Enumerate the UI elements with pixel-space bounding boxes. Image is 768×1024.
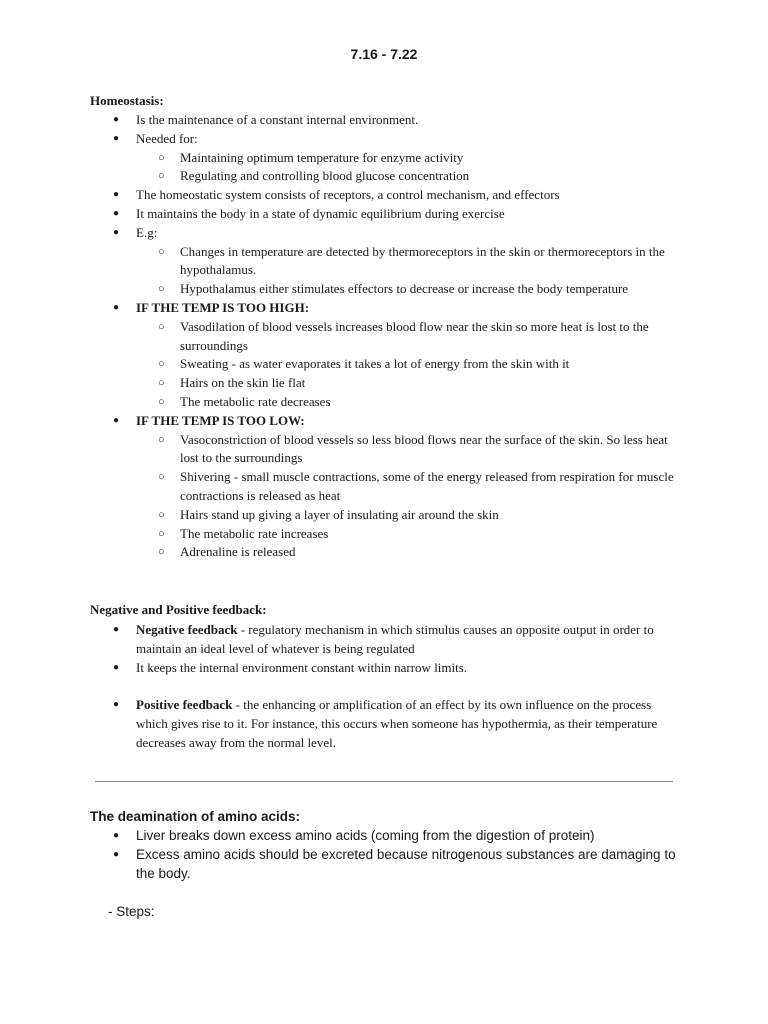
positive-feedback-list (113, 696, 683, 752)
sub-list-item: ○ Maintaining optimum temperature for enzyme activity (158, 149, 683, 168)
list-item (113, 130, 683, 186)
feedback-list (113, 621, 683, 677)
temp-low-label: IF THE TEMP IS TOO LOW: (136, 412, 305, 428)
feedback-heading: Negative and Positive feedback: (90, 602, 267, 617)
list-item (113, 224, 683, 299)
sub-list-item: ○ Hypothalamus either stimulates effectors to decrease or increase the body temperature (158, 280, 683, 299)
sub-list-item: ○ The metabolic rate decreases (158, 393, 683, 412)
page-title: 7.16 - 7.22 (350, 46, 418, 62)
temp-high-label: IF THE TEMP IS TOO HIGH: (136, 299, 310, 315)
list-item (113, 299, 683, 412)
sub-list-item: ○ Vasodilation of blood vessels increases blood flow near the skin so more heat is lost to the surroundings (158, 318, 683, 356)
list-item: ● Is the maintenance of a constant internal environment. (113, 111, 683, 130)
list-item: ● It keeps the internal environment constant within narrow limits. (113, 659, 683, 678)
positive-feedback-definition: - the enhancing or amplification of an effect by its own influence on the process which gives rise to it. For instance, this occurs when someone has hypothermia, as their temperature decreases away from the normal level. (136, 697, 658, 750)
sub-list-item: ○ Regulating and controlling blood glucose concentration (158, 167, 683, 186)
homeostasis-heading: Homeostasis: (90, 93, 164, 108)
negative-feedback-definition: - regulatory mechanism in which stimulus causes an opposite output in order to maintain an ideal level of whatever is being regulated (136, 622, 654, 656)
steps-label: - Steps: (108, 904, 155, 919)
list-item-text: Needed for: (136, 130, 198, 146)
list-item-text: E.g: (136, 224, 158, 240)
negative-feedback-term: Negative feedback (136, 622, 238, 637)
homeostasis-list (113, 111, 683, 562)
sub-list-item: ○ Hairs on the skin lie flat (158, 374, 683, 393)
list-item: ● Liver breaks down excess amino acids (coming from the digestion of protein) (113, 827, 683, 846)
sub-list-item: ○ Changes in temperature are detected by thermoreceptors in the skin or thermoreceptors in the hypothalamus. (158, 243, 683, 281)
sub-list-item: ○ Sweating - as water evaporates it takes a lot of energy from the skin with it (158, 355, 683, 374)
sub-list-item: ○ Hairs stand up giving a layer of insulating air around the skin (158, 506, 683, 525)
horizontal-divider (95, 781, 673, 782)
sub-list (136, 243, 683, 299)
sub-list-item: ○ Vasoconstriction of blood vessels so less blood flows near the surface of the skin. So less heat lost to the surroundings (158, 431, 683, 469)
list-item: ● The homeostatic system consists of receptors, a control mechanism, and effectors (113, 186, 683, 205)
deamination-heading: The deamination of amino acids: (90, 809, 301, 824)
list-item: ● Excess amino acids should be excreted because nitrogenous substances are damaging to the body. (113, 846, 683, 884)
list-item (113, 412, 683, 562)
sub-list (136, 318, 683, 412)
list-item: ● It maintains the body in a state of dynamic equilibrium during exercise (113, 205, 683, 224)
sub-list (136, 431, 683, 563)
list-item (113, 696, 683, 752)
positive-feedback-term: Positive feedback (136, 697, 233, 712)
sub-list-item: ○ Shivering - small muscle contractions, some of the energy released from respiration for muscle contractions is released as heat (158, 468, 683, 506)
deamination-list (113, 827, 683, 883)
sub-list-item: ○ Adrenaline is released (158, 543, 683, 562)
sub-list (136, 149, 683, 187)
list-item (113, 621, 683, 659)
sub-list-item: ○ The metabolic rate increases (158, 525, 683, 544)
